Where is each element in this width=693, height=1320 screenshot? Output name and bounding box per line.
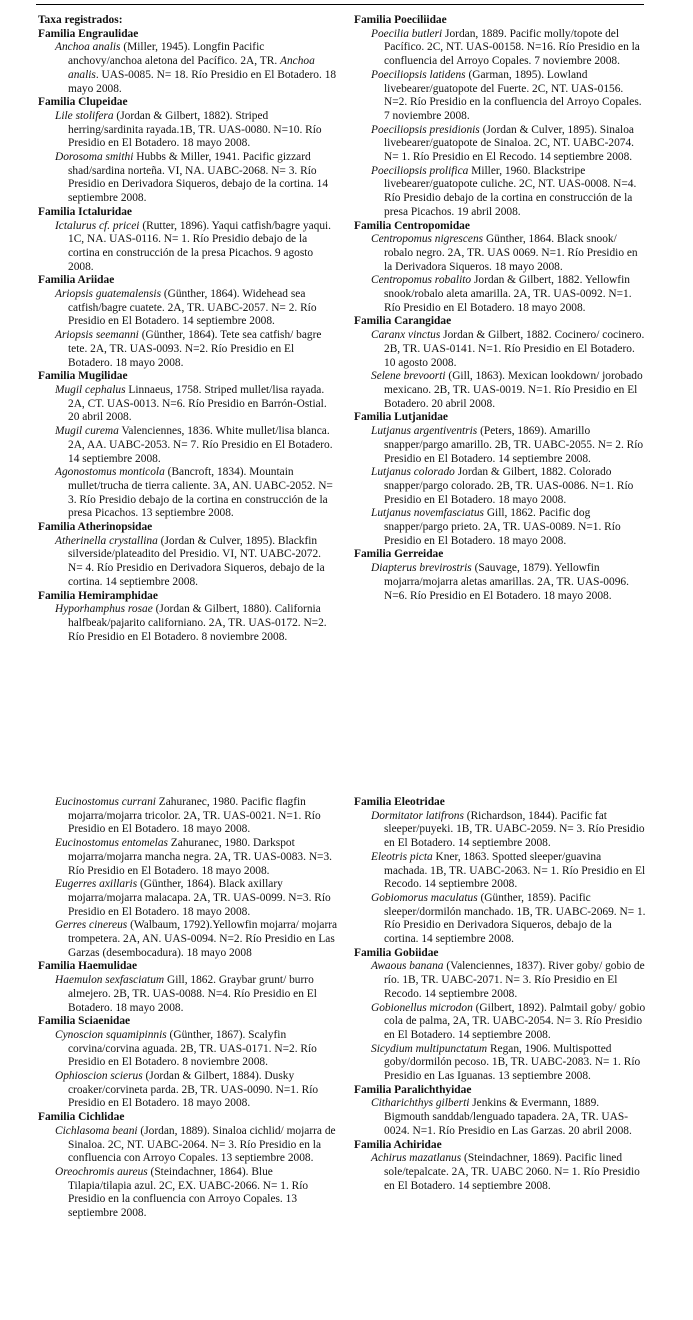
species-description: (Günther, 1864). Widehead sea catfish/bagre cuatete. 2A, TR. UABC-2057. N= 2. Río Presidio en El Botadero. 14 septiembre 2008. [68,288,317,328]
species-entry [371,1152,646,1193]
species-entry [55,1070,338,1111]
species-description: . UAS-0085. N= 18. Río Presidio en El Botadero. 18 mayo 2008. [68,68,337,95]
species-description: (Jordan & Gilbert, 1882). Striped herring/sardinita rayada.1B, TR. UAS-0080. N=10. Río Presidio en El Botadero. 18 mayo 2008. [68,109,322,150]
species-name: Gerres cinereus [55,919,128,932]
family-heading: Familia Atherinopsidae [38,521,153,534]
species-entry [371,466,646,507]
family-heading: Familia Ariidae [38,274,115,287]
species-entry [371,1097,646,1138]
species-entry [371,425,646,466]
species-description: (Garman, 1895). Lowland livebearer/guatopote del Fuerte. 2C, NT. UAS-0156. N=2. Río Presidio en la confluencia del Arroyo Copales. 7 noviembre 2008. [384,68,642,122]
species-name: Gobionellus microdon [371,1001,473,1014]
species-description: (Gill, 1863). Mexican lookdown/ jorobado mexicano. 2B, TR. UAS-0019. N=1. Río Presidio en El Botadero. 20 abril 2008. [384,370,643,410]
species-entry [371,68,646,124]
species-name: Haemulon sexfasciatum [55,974,165,987]
species-description: (Miller, 1945). Longfin Pacific anchovy/anchoa aletona del Pacífico. 2A, TR. [68,41,281,68]
family-heading: Familia Centropomidae [354,219,470,232]
species-description: Gill, 1862. Pacific dog snapper/pargo prieto. 2A, TR. UAS-0089. N=1. Río Presidio en El Botadero. 18 mayo 2008. [384,507,621,547]
species-description: (Günther, 1864). Tete sea catfish/ bagre tete. 2A, TR. UAS-0093. N=2. Río Presidio en El Botadero. 18 mayo 2008. [68,329,322,369]
species-entry [55,1124,338,1166]
species-name: Gobiomorus maculatus [371,891,478,904]
species-name: Diapterus brevirostris [371,562,472,575]
species-description: Regan, 1906. Multispotted goby/dormilón pecoso. 1B, TR. UABC-2083. N= 1. Río Presidio en Las Iguanas. 13 septiembre 2008. [384,1042,641,1083]
species-name: Citharichthys gilberti [371,1097,470,1110]
species-description: (Günther, 1867). Scalyfin corvina/corvina aguada. 2B, TR. UAS-0171. N=2. Río Presidio en El Botadero. 8 noviembre 2008. [68,1028,317,1069]
species-description: (Gilbert, 1892). Palmtail goby/ gobio cola de palma, 2A, TR. UABC-2054. N= 3. Río Presidio en El Botadero. 14 septiembre 2008. [384,1001,646,1041]
family-heading: Familia Gerreidae [354,548,444,561]
species-name: Centropomus robalito [371,274,472,287]
family-heading: Familia Eleotridae [354,796,445,808]
species-description: (Bancroft, 1834). Mountain mullet/trucha de tierra caliente. 3A, AN. UABC-2052. N= 3. Río Presidio debajo de la cortina en construcción de la presa Picachos. 13 septiembre 2008. [68,466,333,520]
species-entry [371,960,646,1001]
species-name: Poeciliopsis latidens [371,68,466,81]
species-entry [371,274,646,315]
species-description: Jordan & Gilbert, 1882. Colorado snapper/pargo colorado. 2B, TR. UAS-0086. N=1. Río Presidio en El Botadero. 18 mayo 2008. [384,466,634,506]
species-description: (Peters, 1869). Amarillo snapper/pargo amarillo. 2B, TR. UABC-2055. N= 2. Río Presidio en El Botadero. 14 septiembre 2008. [384,425,644,465]
column-top-left [38,14,338,644]
species-entry [371,27,646,69]
species-name: Agonostomus monticola [55,466,165,479]
family-heading: Familia Haemulidae [38,960,138,973]
species-description: (Jordan, 1889). Sinaloa cichlid/ mojarra de Sinaloa. 2C, NT. UABC-2064. N= 3. Río Presidio en la confluencia con Arroyo Copales. 13 septiembre 2008. [68,1124,336,1165]
species-entry [55,974,338,1015]
species-description: (Jordan & Culver, 1895). Sinaloa livebearer/guatopote de Sinaloa. 2C, NT. UABC-2074. N= 1. Río Presidio en El Recodo. 14 septiembre 2008. [384,123,635,164]
species-entry [55,878,338,919]
family-heading: Familia Poeciliidae [354,14,447,26]
species-name: Eucinostomus entomelas [55,837,168,850]
column-top-right [354,14,646,603]
species-description: Jenkins & Evermann, 1889. Bigmouth sanddab/lenguado tapadera. 2A, TR. UAS-0024. N=1. Río Presidio en Las Garzas. 20 abril 2008. [384,1097,632,1137]
column-bottom-left [38,796,338,1221]
species-name: Ariopsis guatemalensis [55,288,161,301]
species-description: (Walbaum, 1792).Yellowfin mojarra/ mojarra trompetera. 2A, AN. UAS-0094. N=2. Río Presidio en Las Garzas (desembocadura). 18 mayo 2008 [68,919,338,959]
species-description: (Valenciennes, 1837). River goby/ gobio de río. 1B, TR. UABC-2071. N= 3. Río Presidio en El Recodo. 14 septiembre 2008. [384,960,645,1000]
species-name: Dorosoma smithi [55,151,134,164]
species-name: Mugil cephalus [55,383,126,396]
species-name: Eleotris picta [371,850,433,863]
species-description: Gill, 1862. Graybar grunt/ burro almejero. 2B, TR. UAS-0088. N=4. Río Presidio en El Botadero. 18 mayo 2008. [68,974,317,1014]
species-description: Günther, 1864. Black snook/ robalo negro. 2A, TR. UAS 0069. N=1. Río Presidio en la Derivadora Siqueros. 18 mayo 2008. [384,233,638,273]
family-heading: Familia Paralichthyidae [354,1083,472,1096]
family-heading: Familia Hemiramphidae [38,589,158,602]
species-name: Poeciliopsis prolifica [371,164,469,177]
species-description: (Steindachner, 1869). Pacific lined sole/tepalcate. 2A, TR. UABC 2060. N= 1. Río Presidio en El Botadero. 14 septiembre 2008. [384,1152,640,1192]
species-name: Cynoscion squamipinnis [55,1028,167,1041]
species-description: Hubbs & Miller, 1941. Pacific gizzard shad/sardina norteña. VI, NA. UABC-2068. N= 3. Río Presidio en Derivadora Siqueros, debajo de la cortina. 14 septiembre 2008. [68,151,329,205]
species-description: (Richardson, 1844). Pacific fat sleeper/puyeki. 1B, TR. UABC-2059. N= 3. Río Presidio en El Botadero. 14 septiembre 2008. [384,809,645,850]
species-name: Lile stolifera [55,109,114,122]
species-description: (Jordan & Gilbert, 1880). California halfbeak/pajarito californiano. 2A, TR. UAS-0172. N=2. Río Presidio en El Botadero. 8 noviembre 2008. [68,603,327,643]
species-name: Hyporhamphus rosae [55,603,153,616]
species-entry [371,891,646,947]
species-name: Oreochromis aureus [55,1165,148,1178]
species-entry [371,809,646,851]
species-name: Selene brevoorti [371,370,446,383]
species-entry [371,329,646,370]
species-name: Awaous banana [371,960,444,973]
species-entry [371,1001,646,1043]
species-entry [55,837,338,878]
species-entry [55,919,338,960]
species-entry [55,151,338,206]
family-heading: Familia Cichlidae [38,1111,125,1124]
species-name: Sicydium multipunctatum [371,1042,488,1055]
species-name: Ophioscion scierus [55,1070,143,1083]
species-description: Jordan & Gilbert, 1882. Cocinero/ cocinero. 2B, TR. UAS-0141. N=1. Río Presidio en El Botadero. 10 agosto 2008. [384,329,645,369]
species-entry [55,383,338,425]
species-description: (Günther, 1859). Pacific sleeper/dormilón manchado. 1B, TR. UABC-2069. N= 1. Río Presidio en Derivadora Siqueros, debajo de la cortina. 14 septiembre 2008. [384,891,646,946]
species-entry [55,329,338,370]
family-heading: Familia Carangidae [354,315,452,328]
species-description: (Sauvage, 1879). Yellowfin mojarra/mojarra aletas amarillas. 2A, TR. UAS-0096. N=6. Río Presidio en El Botadero. 18 mayo 2008. [384,562,629,602]
family-heading: Familia Gobiidae [354,946,439,959]
family-heading: Familia Sciaenidae [38,1015,131,1028]
species-entry [371,507,646,548]
species-entry [55,288,338,329]
species-name: Dormitator latifrons [371,809,464,822]
species-entry [55,425,338,466]
species-entry [55,466,338,521]
species-description: (Jordan & Culver, 1895). Blackfin silverside/plateadito del Presidio. VI, NT. UABC-2072. N= 4. Río Presidio en Derivadora Siqueros, debajo de la cortina. 14 septiembre 2008. [68,534,325,588]
species-entry [55,1028,338,1070]
species-entry [371,370,646,411]
family-heading: Familia Engraulidae [38,27,139,40]
species-entry [55,534,338,590]
species-description: Jordan & Gilbert, 1882. Yellowfin snook/robalo aleta amarilla. 2A, TR. UAS-0092. N=1. Río Presidio en El Botadero. 18 mayo 2008. [384,274,632,314]
species-entry [371,123,646,165]
family-heading: Familia Achiridae [354,1138,442,1151]
species-name: Lutjanus argentiventris [371,425,478,438]
species-name: Mugil curema [55,425,119,438]
species-name: Ictalurus cf. pricei [55,219,140,232]
species-name: Eucinostomus currani [55,796,156,808]
species-description: Zahuranec, 1980. Darkspot mojarra/mojarra mancha negra. 2A, TR. UAS-0083. N=3. Río Presidio en El Botadero. 18 mayo 2008. [68,837,333,877]
family-heading: Familia Clupeidae [38,96,128,109]
species-entry [371,850,646,892]
species-entry [371,562,646,603]
species-name: Ariopsis seemanni [55,329,139,342]
species-name: Centropomus nigrescens [371,233,484,246]
species-name: Poeciliopsis presidionis [371,123,480,136]
species-name: Cichlasoma beani [55,1124,138,1137]
family-heading: Familia Ictaluridae [38,205,132,218]
species-description: Valenciennes, 1836. White mullet/lisa blanca. 2A, AA. UABC-2053. N= 7. Río Presidio en El Botadero. 14 septiembre 2008. [68,425,333,465]
species-entry [55,1165,338,1221]
species-entry [55,109,338,151]
column-bottom-right [354,796,646,1193]
species-name: Lutjanus novemfasciatus [371,507,484,520]
species-name: Achirus mazatlanus [371,1152,462,1165]
species-entry [371,1042,646,1084]
species-entry [371,164,646,220]
family-heading: Familia Mugilidae [38,370,128,383]
species-entry [55,603,338,644]
species-name: Anchoa analis [68,55,315,81]
species-description: (Günther, 1864). Black axillary mojarra/mojarra malacapa. 2A, TR. UAS-0099. N=3. Río Presidio en El Botadero. 18 mayo 2008. [68,878,331,918]
species-description: (Steindachner, 1864). Blue Tilapia/tilapia azul. 2C, EX. UABC-2066. N= 1. Río Presidio en la confluencia con Arroyo Copales. 13 septiembre 2008. [68,1165,309,1220]
species-description: (Rutter, 1896). Yaqui catfish/bagre yaqui. 1C, NA. UAS-0116. N= 1. Río Presidio debajo de la cortina en construcción de la presa Picachos. 9 agosto 2008. [68,219,332,273]
species-entry [55,41,338,96]
species-name: Anchoa analis [55,41,121,54]
species-description: (Jordan & Gilbert, 1884). Dusky croaker/corvineta parda. 2B, TR. UAS-0090. N=1. Río Presidio en El Botadero. 18 mayo 2008. [68,1070,319,1110]
section-heading: Taxa registrados: [38,14,123,26]
species-description: Kner, 1863. Spotted sleeper/guavina machada. 1B, TR. UABC-2063. N= 1. Río Presidio en El Recodo. 14 septiembre 2008. [384,850,646,891]
species-description: Miller, 1960. Blackstripe livebearer/guatopote culiche. 2C, NT. UAS-0008. N=4. Río Presidio debajo de la cortina en construcción de la presa Picachos. 19 abril 2008. [384,164,637,218]
family-heading: Familia Lutjanidae [354,411,448,424]
top-rule [36,4,644,5]
species-description: Zahuranec, 1980. Pacific flagfin mojarra/mojarra tricolor. 2A, TR. UAS-0021. N=1. Río Presidio en El Botadero. 18 mayo 2008. [68,796,321,836]
species-description: Jordan, 1889. Pacific molly/topote del Pacífico. 2C, NT. UAS-00158. N=16. Río Presidio en la confluencia del Arroyo Copales. 7 noviembre 2008. [384,27,640,68]
species-name: Poecilia butleri [371,27,443,40]
species-name: Caranx vinctus [371,329,441,342]
species-entry [371,233,646,274]
species-name: Atherinella crystallina [55,534,158,547]
species-name: Lutjanus colorado [371,466,455,479]
species-entry [55,796,338,837]
species-entry [55,219,338,275]
species-name: Eugerres axillaris [55,878,138,891]
species-description: Linnaeus, 1758. Striped mullet/lisa rayada. 2A, CT. UAS-0013. N=6. Río Presidio en Barrón-Ostial. 20 abril 2008. [68,383,327,424]
